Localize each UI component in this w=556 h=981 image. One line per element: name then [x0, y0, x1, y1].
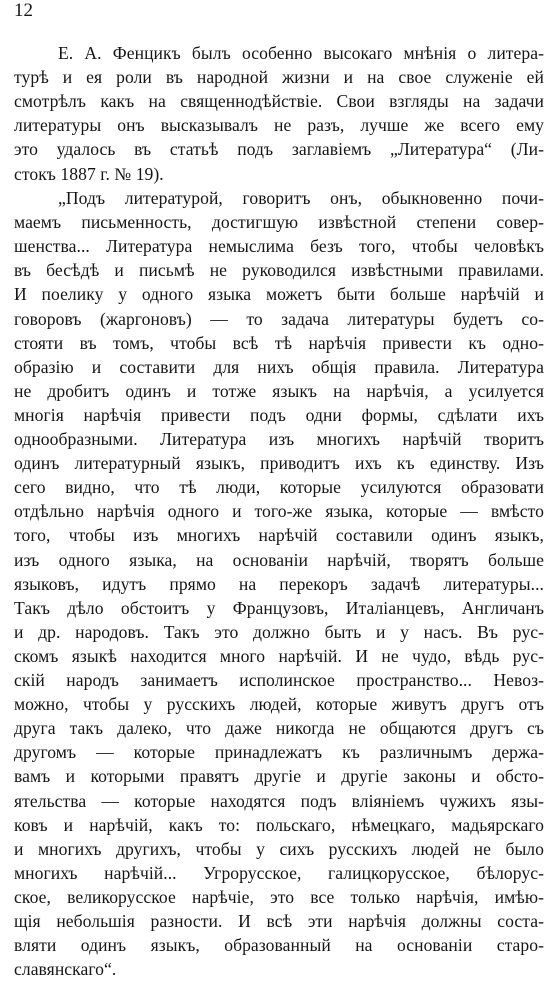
- text-line: ятельства — которые находятся подъ вліяніемъ чужихъ язы-: [14, 790, 544, 811]
- text-line: ское, великорусское нарѣчіе, это все только нарѣчія, имѣю-: [14, 886, 544, 907]
- text-line: щія небольшія разности. И всѣ эти нарѣчія должны соста-: [14, 911, 544, 931]
- text-line: одинъ литературный языкъ, приводитъ ихъ къ единству. Изъ: [14, 453, 544, 474]
- text-line: вамъ и которыми правятъ другіе и другіе законы и обсто-: [14, 766, 544, 787]
- text-line: стояти въ томъ, чтобы всѣ тѣ нарѣчія привести къ одно-: [14, 332, 544, 353]
- text-line: литературы онъ высказывалъ не разъ, лучше же всего ему: [14, 115, 544, 136]
- text-line: того, чтобы изъ многихъ нарѣчій составили одинъ языкъ,: [14, 525, 544, 546]
- text-line: и многихъ другихъ, чтобы у сихъ русскихъ людей не было: [14, 838, 544, 859]
- text-line: въ бесѣдѣ и письмѣ не руководился извѣстными правилами.: [14, 260, 544, 281]
- text-line: многія нарѣчія привести подъ одни формы, сдѣлати ихъ: [14, 404, 544, 425]
- page-number: 12: [14, 0, 33, 21]
- text-line: говоровъ (жаргоновъ) — то задача литературы будетъ со-: [14, 308, 544, 329]
- text-line: ковъ и нарѣчій, какъ то: польскаго, нѣмецкаго, мадьярскаго: [14, 814, 544, 835]
- text-line: скомъ языкѣ находится много нарѣчій. И не чудо, вѣдь рус-: [14, 645, 544, 666]
- text-line: сего видно, что тѣ люди, которые усилуются образовати: [14, 477, 544, 498]
- text-line: это удалось въ статьѣ подъ заглавіемъ „Литература“ (Ли-: [14, 139, 544, 160]
- text-line: языковъ, идутъ прямо на перекоръ задачѣ литературы...: [14, 573, 544, 594]
- text-line: друга такъ далеко, что даже никогда не общаются другъ съ: [14, 718, 544, 739]
- text-line: Такъ дѣло обстоитъ у Французовъ, Италіанцевъ, Англичанъ: [14, 597, 544, 618]
- text-line: шенства... Литература немыслима безъ того, чтобы человѣкъ: [14, 236, 544, 257]
- text-line: и др. народовъ. Такъ это должно быть и у насъ. Въ рус-: [14, 621, 544, 642]
- text-line: Е. А. Фенцикъ былъ особенно высокаго мнѣнія о литера-: [58, 43, 544, 63]
- text-line: „Подъ литературой, говоритъ онъ, обыкновенно почи-: [58, 188, 544, 208]
- text-line: изъ одного языка, на основаніи нарѣчій, творятъ больше: [14, 549, 544, 570]
- text-line: турѣ и ея роли въ народной жизни и на свое служеніе ей: [14, 67, 544, 88]
- text-line: другомъ — которые принадлежатъ къ различнымъ держа-: [14, 742, 544, 763]
- text-line: отдѣльно нарѣчія одного и того-же языка, которые — вмѣсто: [14, 501, 544, 522]
- text-line: образію и составити для нихъ общія правила. Литература: [14, 356, 544, 377]
- text-line: однообразными. Литература изъ многихъ нарѣчій творитъ: [14, 429, 544, 449]
- text-line: можно, чтобы у русскихъ людей, которые живутъ другъ отъ: [14, 694, 544, 715]
- text-line: смотрѣлъ какъ на священнодѣйствіе. Свои взгляды на задачи: [14, 91, 544, 112]
- text-line: вляти одинъ языкъ, образованный на основаніи старо-: [14, 935, 544, 956]
- text-line: многихъ нарѣчій... Угрорусское, галицкорусское, бѣлорус-: [14, 862, 544, 883]
- text-line: скій народъ занимаетъ исполинское пространство... Невоз-: [14, 670, 544, 690]
- text-line: И поелику у одного языка можетъ быти больше нарѣчій и: [14, 284, 544, 305]
- text-line: не дробитъ одинъ и тотже языкъ на нарѣчія, а усилуется: [14, 380, 544, 401]
- text-line: стокъ 1887 г. № 19).: [14, 163, 164, 184]
- text-line: маемъ письменность, достигшую извѣстной степени совер-: [14, 212, 544, 233]
- text-line: славянскаго“.: [14, 959, 117, 980]
